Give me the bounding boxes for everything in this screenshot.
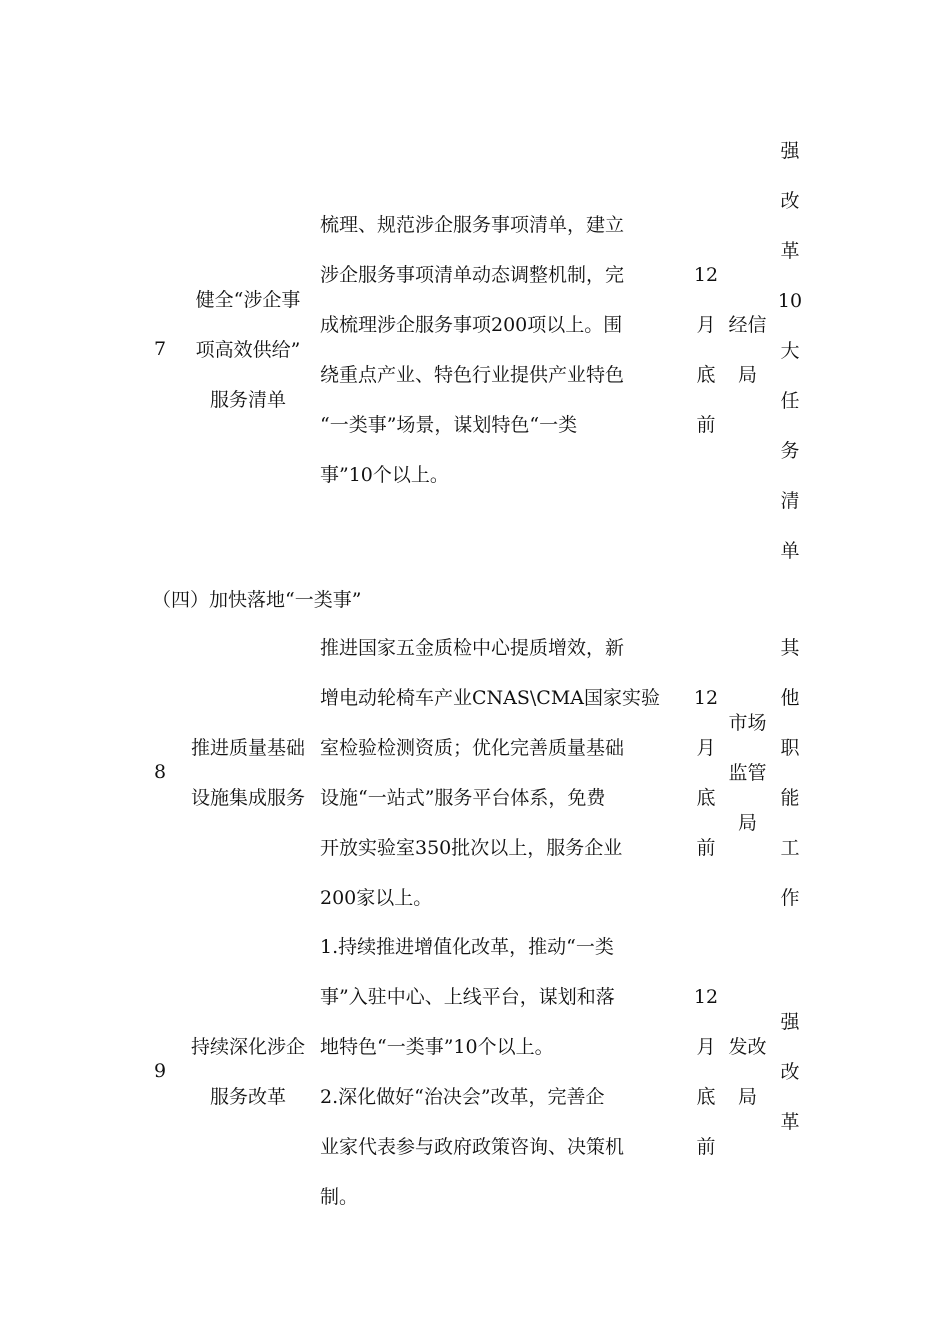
row-8-item-line: 设施集成服务	[190, 787, 305, 809]
row-7-category-char: 革	[780, 240, 800, 262]
row-7-category-char: 改	[780, 190, 800, 212]
row-8-category-char: 工	[780, 837, 800, 859]
row-7-unit-line: 经信	[728, 314, 767, 336]
row-8-category-char: 其	[780, 637, 800, 659]
row-9-deadline-char: 底	[696, 1086, 716, 1108]
row-8-desc-line: 室检验检测资质；优化完善质量基础	[320, 737, 625, 759]
row-9-desc-line: 2.深化做好“治决会”改革，完善企	[320, 1086, 605, 1108]
row-9-unit-line: 局	[737, 1086, 757, 1108]
row-7-item	[178, 275, 318, 425]
row-7-item-line: 健全“涉企事	[195, 289, 301, 311]
row-7-deadline-char: 底	[696, 364, 716, 386]
row-7-deadline-char: 12	[693, 264, 719, 286]
row-8-category	[776, 623, 804, 923]
row-7-deadline-char: 月	[696, 314, 716, 336]
row-7-category-char: 10	[777, 290, 803, 312]
row-8-deadline	[692, 673, 720, 873]
row-7-description	[320, 200, 692, 500]
row-9-unit	[720, 1022, 775, 1122]
row-8-desc-line: 增电动轮椅车产业CNAS\CMA国家实验	[320, 687, 661, 709]
row-8-desc-line: 设施“一站式”服务平台体系，免费	[320, 787, 606, 809]
row-9-number: 9	[153, 1060, 167, 1082]
row-7-category-char: 强	[780, 140, 800, 162]
row-7-item-line: 项高效供给”	[195, 339, 301, 361]
row-8-unit	[720, 698, 775, 848]
row-8-deadline-char: 前	[696, 837, 716, 859]
row-7-category-char: 大	[780, 340, 800, 362]
row-9-deadline-char: 12	[693, 986, 719, 1008]
row-8-item-line: 推进质量基础	[190, 737, 305, 759]
row-7-desc-line: 绕重点产业、特色行业提供产业特色	[320, 364, 625, 386]
row-8-unit-line: 局	[737, 812, 757, 834]
row-8-desc-line: 开放实验室350批次以上，服务企业	[320, 837, 623, 859]
row-8-deadline-char: 底	[696, 787, 716, 809]
row-7-unit-line: 局	[737, 364, 757, 386]
row-8-category-char: 能	[780, 787, 800, 809]
row-9-item-line: 持续深化涉企	[190, 1036, 305, 1058]
row-7-desc-line: 梳理、规范涉企服务事项清单，建立	[320, 214, 625, 236]
row-7-category-char: 任	[780, 390, 800, 412]
row-9-desc-line: 业家代表参与政府政策咨询、决策机	[320, 1136, 625, 1158]
row-7-desc-line: 事”10个以上。	[320, 464, 449, 486]
row-8-deadline-char: 月	[696, 737, 716, 759]
row-7-category-char: 单	[780, 540, 800, 562]
row-7-number: 7	[153, 338, 167, 360]
row-8-category-char: 作	[780, 887, 800, 909]
row-9-unit-line: 发改	[728, 1036, 767, 1058]
row-7-deadline-char: 前	[696, 414, 716, 436]
row-8-desc-line: 200家以上。	[320, 887, 433, 909]
row-7-item-line: 服务清单	[209, 389, 286, 411]
row-7-category	[776, 126, 804, 576]
row-8-category-char: 他	[780, 687, 800, 709]
row-9-category-char: 强	[780, 1011, 800, 1033]
row-8-unit-line: 市场	[728, 712, 767, 734]
row-8-desc-line: 推进国家五金质检中心提质增效，新	[320, 637, 625, 659]
row-9-deadline-char: 前	[696, 1136, 716, 1158]
row-9-deadline-char: 月	[696, 1036, 716, 1058]
row-7-desc-line: “一类事”场景，谋划特色“一类	[320, 414, 578, 436]
row-9-item	[178, 1022, 318, 1122]
row-8-number: 8	[153, 761, 167, 783]
row-8-unit-line: 监管	[728, 762, 767, 784]
row-8-item	[178, 723, 318, 823]
row-8-category-char: 职	[780, 737, 800, 759]
row-9-category-char: 革	[780, 1111, 800, 1133]
row-9-description	[320, 922, 692, 1222]
row-9-desc-line: 1.持续推进增值化改革，推动“一类	[320, 936, 614, 958]
row-8-deadline-char: 12	[693, 687, 719, 709]
row-9-deadline	[692, 972, 720, 1172]
row-7-desc-line: 涉企服务事项清单动态调整机制，完	[320, 264, 625, 286]
row-7-category-char: 务	[780, 440, 800, 462]
row-8-description	[320, 623, 692, 923]
row-9-category	[776, 997, 804, 1147]
row-9-desc-line: 地特色“一类事”10个以上。	[320, 1036, 554, 1058]
row-9-category-char: 改	[780, 1061, 800, 1083]
row-7-desc-line: 成梳理涉企服务事项200项以上。围	[320, 314, 623, 336]
row-9-item-line: 服务改革	[209, 1086, 286, 1108]
row-7-unit	[720, 300, 775, 400]
row-9-desc-line: 事”入驻中心、上线平台，谋划和落	[320, 986, 615, 1008]
row-7-deadline	[692, 250, 720, 450]
row-9-desc-line: 制。	[320, 1186, 359, 1208]
section-heading: （四）加快落地“一类事”	[152, 589, 362, 611]
row-7-category-char: 清	[780, 490, 800, 512]
